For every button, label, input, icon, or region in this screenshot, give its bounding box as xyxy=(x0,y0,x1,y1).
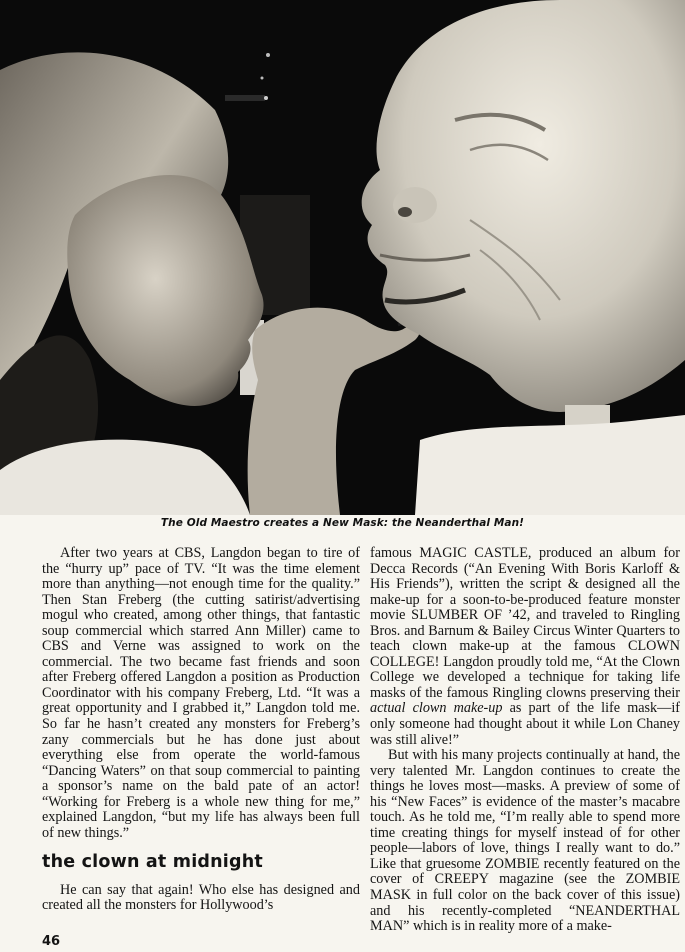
section-subhead: the clown at midnight xyxy=(42,852,263,873)
article-column-left xyxy=(42,546,360,914)
article-column-right xyxy=(370,546,680,935)
photo-caption: The Old Maestro creates a New Mask: the Neanderthal Man! xyxy=(160,517,525,529)
paragraph-continued xyxy=(370,546,680,748)
text-run: famous MAGIC CASTLE, produced an album for Decca Records (“An Evening With Boris Karloff & His Friends”), written the script & designed all the make-up for a soon-to-be-produced feature monster movie SLUMBER OF ’42, and traveled to Ringling Bros. and Barnum & Bailey Circus Winter Quarters to teach clown make-up at the famous CLOWN COLLEGE! Langdon proudly told me, “At the Clown College we developed a technique for taking life masks of the famous Ringling clowns preserving their xyxy=(370,545,680,701)
page-number: 46 xyxy=(42,934,61,949)
paragraph: But with his many projects continually at hand, the very talented Mr. Langdon continues to create the things he loves most—masks. A preview of some of his “New Faces” is evidence of the master’s macabre touch. As he told me, “I’m really able to spend more time creating things for myself instead of for other people—labors of love, things I really want to do.” Like that gruesome ZOMBIE recently featured on the cover of CREEPY magazine (see the ZOMBIE MASK in full color on the back cover of this issue) and his recently-completed “NEANDERTHAL MAN” which is in reality more of a make- xyxy=(370,747,680,935)
paragraph: After two years at CBS, Langdon began to tire of the “hurry up” pace of TV. “It was the time element more than anything—not enough time for the quality.” Then Stan Freberg (the cutting satirist/advertising mogul who created, among other things, that fantastic soup commercial which starred Ann Miller) came to CBS and Verne was assigned to work on the commercial. The two became fast friends and soon after Freberg offered Langdon a position as Production Coordinator with his company Freberg, Ltd. “It was a great opportunity and I grabbed it,” Langdon told me. So far he hasn’t created any monsters for Freberg’s zany commercials but he has done just about everything else from operate the world-famous “Dancing Waters” on that soup commercial to painting a sponsor’s name on the bald pate of an actor! “Working for Freberg is a whole new thing for me,” explained Langdon, “but my life has always been full of new things.” xyxy=(42,545,360,841)
paragraph: He can say that again! Who else has designed and created all the monsters for Hollywood’s xyxy=(42,881,360,914)
emphasis-text: actual clown make-up xyxy=(370,700,503,717)
text-run: as part of the life mask—if only someone had thought about it while Lon Chaney was still alive!” xyxy=(370,700,681,748)
